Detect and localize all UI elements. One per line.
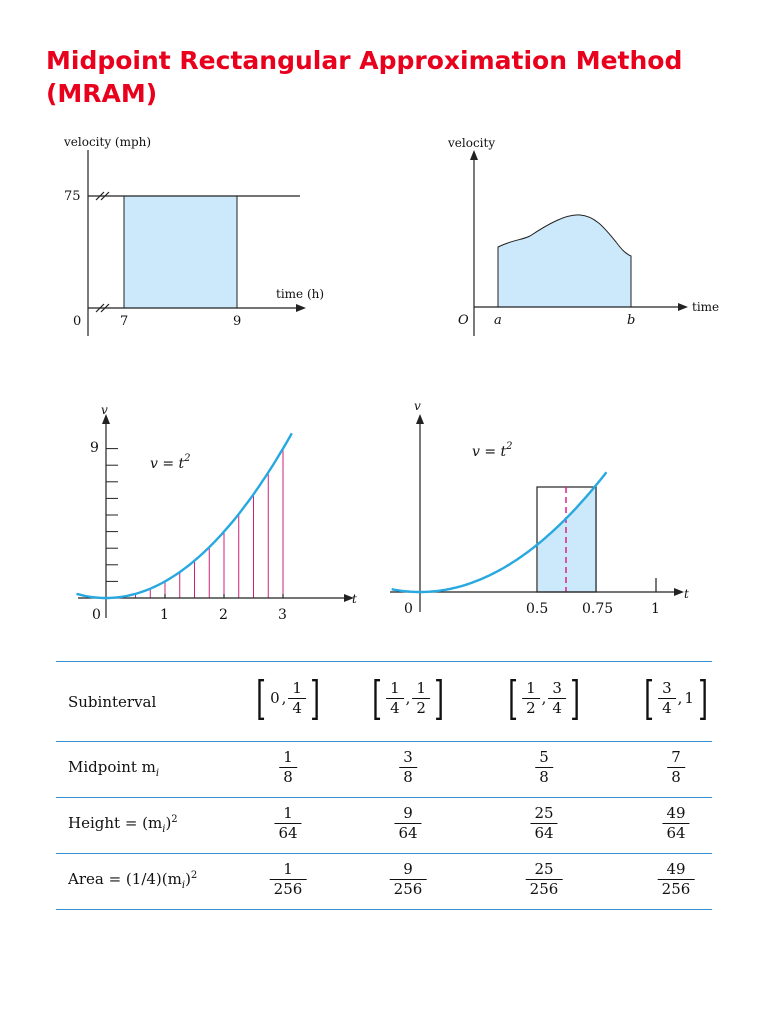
interval-start: 0 [270, 689, 280, 707]
origin-label: 0 [92, 607, 101, 623]
area-value [270, 861, 307, 898]
denominator: 8 [667, 767, 685, 786]
x-tick-label: 2 [219, 607, 228, 623]
subinterval-cell [504, 671, 584, 725]
x-axis-label: time [692, 300, 720, 314]
row-label-midpoint: Midpoint $m_i$ [68, 758, 160, 779]
right-bracket: ] [569, 671, 580, 725]
numerator: 49 [666, 804, 686, 822]
numerator: 1 [283, 748, 293, 766]
left-bracket: [ [508, 671, 519, 725]
numerator: 25 [534, 804, 554, 822]
denominator: 8 [399, 767, 417, 786]
denominator: 64 [274, 823, 301, 842]
numerator: 1 [292, 678, 302, 697]
denominator: 256 [270, 879, 307, 898]
x-axis-label: t [352, 592, 357, 606]
numerator: 1 [416, 678, 426, 697]
table-rule [56, 741, 712, 742]
denominator: 64 [530, 823, 557, 842]
table-rule [56, 661, 712, 662]
table-rule [56, 853, 712, 854]
interval-end: 1 [684, 689, 694, 707]
origin-label: O [458, 313, 469, 328]
x-tick-label: 1 [160, 607, 169, 623]
numerator: 1 [283, 860, 293, 878]
denominator: 8 [279, 767, 297, 786]
row-label-height: Height = $(m_i)^2$ [68, 814, 178, 835]
fraction [548, 680, 566, 717]
denominator: 64 [394, 823, 421, 842]
x-tick-label: 7 [120, 314, 129, 329]
comma: , [541, 689, 547, 707]
comma: , [677, 689, 683, 707]
row-label-area: Area = $(1/4)(m_i)^2$ [68, 870, 198, 891]
height-value [530, 805, 557, 842]
subinterval-cell [368, 671, 448, 725]
x-tick-label: 0.5 [526, 601, 549, 617]
comma: , [405, 689, 411, 707]
midpoint-value [279, 749, 297, 786]
equation-label: $v = t^2$ [150, 453, 191, 472]
x-axis-arrow-icon [674, 588, 684, 596]
height-value [394, 805, 421, 842]
denominator: 4 [288, 698, 306, 717]
y-axis-label: velocity (mph) [64, 135, 152, 149]
denominator: 4 [548, 698, 566, 717]
subinterval-cell [640, 671, 712, 725]
height-value [274, 805, 301, 842]
area-value [658, 861, 695, 898]
x-tick-label: 0.75 [582, 601, 614, 617]
fraction [522, 680, 540, 717]
numerator: 3 [552, 678, 562, 697]
numerator: 9 [403, 804, 413, 822]
fraction [386, 680, 404, 717]
y-tick-label: 9 [90, 440, 99, 456]
table-rule [56, 797, 712, 798]
y-tick-label: 75 [64, 189, 81, 204]
subinterval-cell [252, 671, 324, 725]
height-value [662, 805, 689, 842]
y-axis-arrow-icon [416, 414, 424, 424]
denominator: 256 [526, 879, 563, 898]
denominator: 4 [386, 698, 404, 717]
midpoint-value [535, 749, 553, 786]
comma: , [281, 689, 287, 707]
fraction [288, 680, 306, 717]
equation-label: $v = t^2$ [472, 441, 513, 460]
area-value [390, 861, 427, 898]
x-tick-label: a [494, 313, 502, 328]
y-axis-label: velocity [448, 136, 496, 150]
numerator: 3 [662, 678, 672, 697]
right-bracket: ] [433, 671, 444, 725]
y-axis-label: v [101, 403, 108, 417]
numerator: 25 [534, 860, 554, 878]
table-rule [56, 909, 712, 910]
x-axis-label: t [684, 587, 689, 601]
x-axis-label: time (h) [276, 287, 325, 301]
y-axis-label: v [414, 399, 421, 413]
denominator: 64 [662, 823, 689, 842]
numerator: 49 [666, 860, 686, 878]
x-tick-label: b [627, 313, 636, 328]
left-bracket: [ [256, 671, 267, 725]
numerator: 7 [671, 748, 681, 766]
midpoint-value [667, 749, 685, 786]
numerator: 5 [539, 748, 549, 766]
denominator: 4 [658, 698, 676, 717]
fraction [658, 680, 676, 717]
row-label-subinterval: Subinterval [68, 693, 157, 711]
numerator: 1 [526, 678, 536, 697]
numerator: 1 [390, 678, 400, 697]
origin-label: 0 [73, 314, 82, 329]
denominator: 8 [535, 767, 553, 786]
numerator: 3 [403, 748, 413, 766]
right-bracket: ] [309, 671, 320, 725]
midpoint-value [399, 749, 417, 786]
numerator: 1 [283, 804, 293, 822]
left-bracket: [ [644, 671, 655, 725]
denominator: 2 [522, 698, 540, 717]
denominator: 256 [390, 879, 427, 898]
fraction [412, 680, 430, 717]
x-tick-label: 1 [651, 601, 660, 617]
area-value [526, 861, 563, 898]
x-tick-label: 3 [278, 607, 287, 623]
denominator: 2 [412, 698, 430, 717]
denominator: 256 [658, 879, 695, 898]
x-tick-label: 9 [233, 314, 242, 329]
right-bracket: ] [697, 671, 708, 725]
page-title: Midpoint Rectangular Approximation Method (MRAM) [46, 46, 683, 108]
origin-label: 0 [404, 601, 413, 617]
left-bracket: [ [372, 671, 383, 725]
numerator: 9 [403, 860, 413, 878]
